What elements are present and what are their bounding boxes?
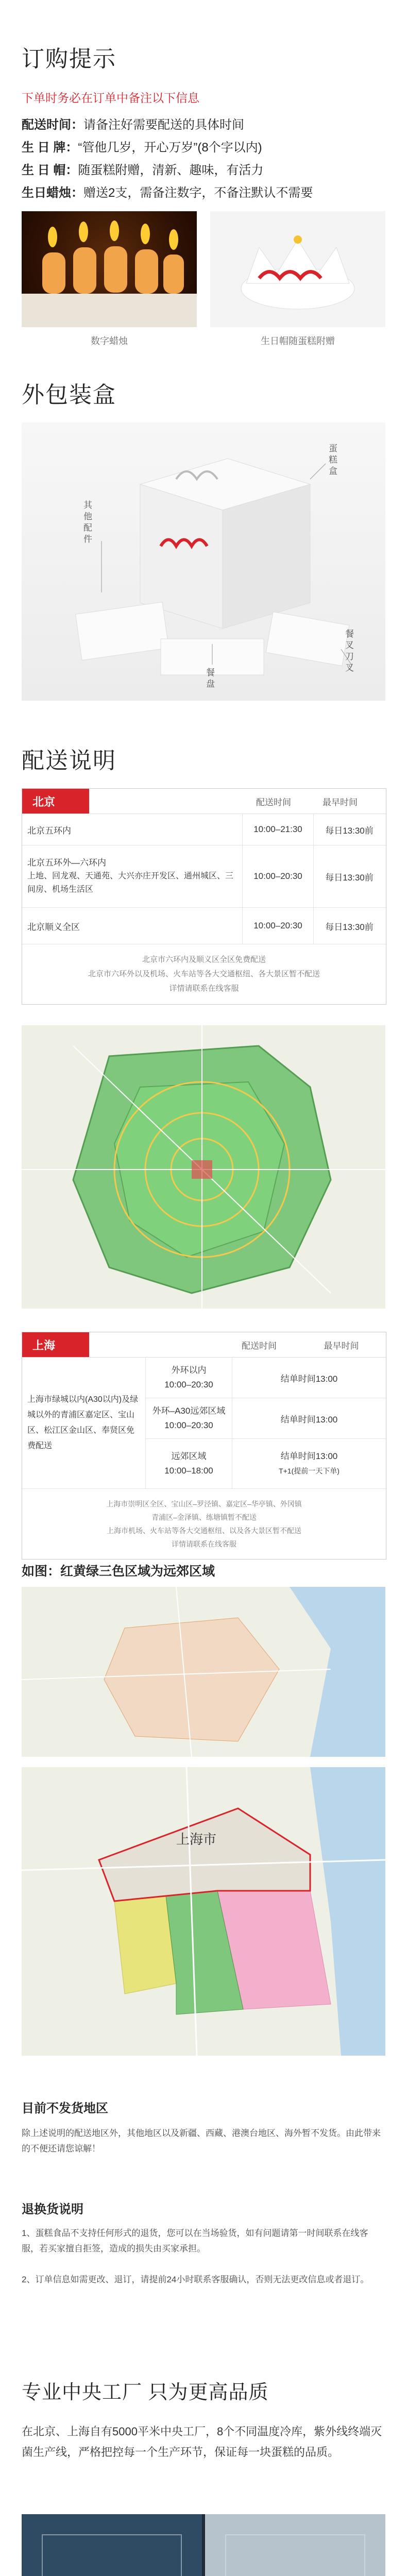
zone-cell <box>146 1398 232 1438</box>
label-plate: 餐盘 <box>206 668 215 689</box>
shanghai-overview-illustration <box>22 1587 385 1757</box>
shanghai-zone-rows <box>146 1358 386 1488</box>
earliest-text: 结单时间13:00 <box>280 1451 338 1461</box>
factory-title: 专业中央工厂 只为更高品质 <box>22 2382 269 2403</box>
tip-label: 生 日 牌： <box>22 141 78 155</box>
packaging-image <box>22 422 385 701</box>
earliest-cell: 结单时间13:00 <box>280 1414 338 1425</box>
note-line: 详情请联系在线客服 <box>169 984 239 993</box>
table-row <box>22 908 386 944</box>
order-notice: 下单时务必在订单中备注以下信息 <box>22 91 199 105</box>
time-cell: 10:00–20:30 <box>243 908 314 944</box>
zone-name: 外环–A30远郊区域 <box>152 1406 226 1416</box>
table-row <box>146 1358 386 1398</box>
earliest-cell: 每日13:30前 <box>325 825 374 836</box>
label-accessories: 其他配件 <box>83 500 92 544</box>
zone-time: 10:00–20:30 <box>164 1380 213 1389</box>
area-sub: 上地、回龙观、天通苑、大兴亦庄开发区、通州城区、三间房、机场生活区 <box>27 872 234 894</box>
table-row <box>22 814 386 845</box>
earliest-cell: 结单时间13:00 <box>280 1374 338 1384</box>
note-line: 北京市六环内及顺义区全区免费配送 <box>142 955 266 964</box>
beijing-map <box>22 1025 385 1309</box>
time-cell: 10:00–21:30 <box>243 814 314 845</box>
tip-text: “管他几岁，开心万岁”(8个字以内) <box>78 141 262 155</box>
shanghai-city-label: 上海 <box>22 1332 89 1357</box>
tip-text: 赠送2支，需备注数字，不备注默认不需要 <box>83 186 313 200</box>
shanghai-zone-illustration <box>22 1767 385 2056</box>
number-candles-illustration <box>22 211 197 327</box>
note-line: 青浦区–金泽镇、练塘镇暂不配送 <box>151 1513 257 1521</box>
label-cutlery: 餐叉刀叉 <box>345 629 354 673</box>
beijing-table-header <box>22 789 386 814</box>
note-line: 上海市机场、火车站等各大交通枢纽、以及各大景区暂不配送 <box>107 1527 301 1535</box>
tip-delivery-time <box>22 114 244 132</box>
refund-p1: 1、蛋糕食品不支持任何形式的退货，您可以在当场验货，如有问题请第一时间联系在线客服，若买家擅自拒签，造成的损失由买家承担。 <box>22 2228 368 2253</box>
earliest-cell <box>232 1439 386 1488</box>
earliest-sub: T+1(提前一天下单) <box>279 1467 340 1475</box>
table-row <box>146 1439 386 1488</box>
refund-title: 退换货说明 <box>22 2202 83 2216</box>
tip-birthday-hat <box>22 160 263 178</box>
zone-cell <box>146 1358 232 1398</box>
shanghai-table-header <box>22 1332 386 1358</box>
beijing-city-label: 北京 <box>22 789 89 814</box>
birthday-hat-illustration <box>210 211 385 327</box>
shanghai-area-cell: 上海市绿城以内(A30以内)及绿城以外的青浦区嘉定区、宝山区、松江区金山区、奉贤区免费配送 <box>22 1358 146 1488</box>
tip-candles <box>22 182 313 200</box>
zone-time: 10:00–18:00 <box>164 1466 213 1476</box>
candles-caption: 数字蜡烛 <box>91 336 128 346</box>
shanghai-notes <box>22 1489 386 1559</box>
delivery-title: 配送说明 <box>22 748 116 773</box>
tip-label: 生日蜡烛： <box>22 186 83 200</box>
shanghai-zone-map <box>22 1767 385 2056</box>
zone-name: 外环以内 <box>171 1365 207 1375</box>
hat-caption: 生日帽随蛋糕附赠 <box>261 336 335 346</box>
map-caption: 如图：红黄绿三色区域为远郊区域 <box>22 1564 215 1579</box>
label-cake-box: 蛋糕盒 <box>329 444 337 476</box>
earliest-cell: 每日13:30前 <box>325 922 374 932</box>
refund-p2: 2、订单信息如需更改、退订，请提前24小时联系客服确认，否则无法更改信息或者退订。 <box>22 2275 369 2284</box>
shanghai-overview-map <box>22 1587 385 1757</box>
tip-birthday-card <box>22 137 262 155</box>
beijing-notes <box>22 944 386 1004</box>
col-earliest: 最早时间 <box>323 797 358 807</box>
col-delivery-time: 配送时间 <box>256 797 291 807</box>
tip-text: 请备注好需要配送的具体时间 <box>83 118 244 132</box>
packaging-title: 外包装盒 <box>22 382 116 408</box>
col-earliest: 最早时间 <box>324 1341 359 1351</box>
factory-collage-illustration <box>22 2514 385 2576</box>
note-line: 详情请联系在线客服 <box>172 1540 236 1548</box>
table-row <box>146 1398 386 1439</box>
map-city-label: 上海市 <box>176 1832 217 1847</box>
area-cell: 北京顺义全区 <box>22 908 243 944</box>
time-cell: 10:00–20:30 <box>243 845 314 907</box>
beijing-map-illustration <box>22 1025 385 1309</box>
tip-label: 生 日 帽： <box>22 163 78 177</box>
no-delivery-text: 除上述说明的配送地区外，其他地区以及新疆、西藏、港澳台地区、海外暂不发货。由此带来的不便还请您谅解！ <box>22 2128 381 2154</box>
factory-photo-collage <box>22 2514 385 2576</box>
beijing-table <box>22 788 386 1005</box>
birthday-hat-image <box>210 211 385 327</box>
order-tips-title: 订购提示 <box>22 46 116 72</box>
note-line: 北京市六环外以及机场、火车站等各大交通枢纽、各大景区暂不配送 <box>88 970 320 978</box>
earliest-cell: 每日13:30前 <box>325 872 374 883</box>
no-delivery-title: 目前不发货地区 <box>22 2102 108 2115</box>
zone-name: 远郊区域 <box>171 1451 207 1461</box>
col-delivery-time: 配送时间 <box>242 1341 277 1351</box>
zone-time: 10:00–20:30 <box>164 1420 213 1430</box>
factory-text: 在北京、上海自有5000平米中央工厂，8个不同温度冷库，紫外线终端灭菌生产线，严格把控每一个生产环节，保证每一块蛋糕的品质。 <box>22 2425 382 2459</box>
shanghai-table-body <box>22 1358 386 1489</box>
table-row <box>22 845 386 908</box>
tip-text: 随蛋糕附赠，清新、趣味，有活力 <box>78 163 264 177</box>
zone-cell <box>146 1439 232 1488</box>
area-title: 北京五环外—六环内 <box>27 858 106 868</box>
shanghai-table <box>22 1332 386 1560</box>
tip-label: 配送时间： <box>22 118 83 132</box>
area-cell: 北京五环内 <box>22 814 243 845</box>
number-candles-image <box>22 211 197 327</box>
area-cell <box>22 845 243 907</box>
note-line: 上海市崇明区全区、宝山区–罗泾镇、嘉定区–华亭镇、外冈镇 <box>106 1500 302 1508</box>
